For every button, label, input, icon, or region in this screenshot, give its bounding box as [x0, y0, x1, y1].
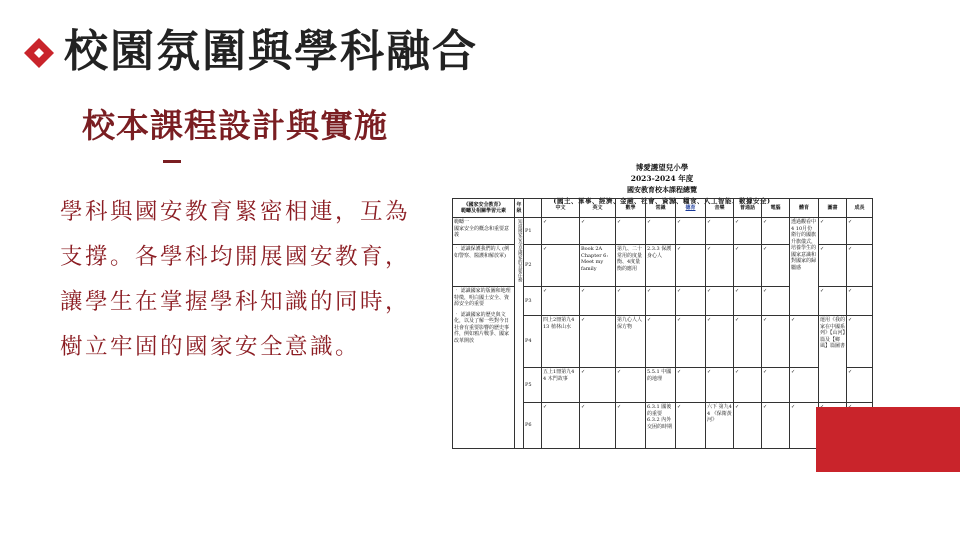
curriculum-table — [452, 198, 873, 449]
col-header: 體育 — [790, 199, 819, 218]
check-cell: ✓ — [762, 287, 790, 316]
check-cell: ✓ — [847, 245, 873, 287]
grade-cell: P2 — [524, 245, 542, 287]
table-row — [453, 218, 873, 245]
check-cell: ✓ — [762, 316, 790, 368]
col-header: 普通話 — [734, 199, 762, 218]
library-note-cell: 運用《我的家在中國系列》【山河】篇及【鄉風】篇圖書 — [819, 316, 847, 403]
check-cell: ✓ — [542, 218, 580, 245]
check-cell: ✓ — [580, 316, 616, 368]
check-cell: ✓ — [706, 245, 734, 287]
element-item: ‧ 認識國家的歷史與文化，以及了解一些對今日社會有重要影響的歷史事件，例如鴉片戰爭、國家改革開放 — [454, 311, 510, 344]
check-cell: ✓ — [646, 287, 676, 316]
grade-cell: P3 — [524, 287, 542, 316]
doc-year: 2023-2024 年度 — [630, 174, 694, 183]
check-cell: ✓ — [706, 287, 734, 316]
check-cell: ✓ — [616, 368, 646, 403]
p4-gs-cell: 第九心人人保方物 — [616, 316, 646, 368]
check-cell: ✓ — [790, 403, 819, 449]
table-header-row — [453, 199, 873, 218]
check-cell: ✓ — [616, 218, 646, 245]
check-cell: ✓ — [580, 218, 616, 245]
check-cell: ✓ — [847, 287, 873, 316]
check-cell: ✓ — [542, 287, 580, 316]
col-header: 數學 — [616, 199, 646, 218]
check-cell: ✓ — [676, 403, 706, 449]
grade-cell: P1 — [524, 218, 542, 245]
grade-cell: P5 — [524, 368, 542, 403]
p6-gs-cell: 6.3.1 國後的重要 6.3.2 內外交困的時期 — [646, 403, 676, 449]
check-cell: ✓ — [646, 316, 676, 368]
col-header: 《國家安全教育》 範疇及相關學習元素 — [453, 199, 515, 218]
doc-areas: (國土、軍事、經濟、金融、社會、資源、糧食、人工智能、數據安全) — [553, 197, 771, 205]
col-header: 成長 — [847, 199, 873, 218]
check-cell: ✓ — [734, 403, 762, 449]
col-header: 英文 — [580, 199, 616, 218]
check-cell: ✓ — [819, 218, 847, 245]
check-cell: ✓ — [762, 403, 790, 449]
col-header: 音樂 — [706, 199, 734, 218]
doc-school-name: 博愛護望兒小學 — [635, 163, 689, 172]
check-cell: ✓ — [734, 218, 762, 245]
curriculum-document-image — [449, 160, 875, 470]
col-header: 圖書 — [819, 199, 847, 218]
check-cell: ✓ — [676, 287, 706, 316]
check-cell: ✓ — [847, 218, 873, 245]
check-cell: ✓ — [790, 316, 819, 368]
p6-music-cell: 六下 第九4 4 《保衛黃河》 — [706, 403, 734, 449]
check-cell: ✓ — [790, 368, 819, 403]
check-cell: ✓ — [819, 287, 847, 316]
col-header: 電腦 — [762, 199, 790, 218]
col-header: 年級 — [515, 199, 524, 218]
check-cell: ✓ — [819, 245, 847, 287]
p5-chinese-cell: 五上1冊第九4 4 木門故事 — [542, 368, 580, 403]
body-paragraph: 學科與國安教育緊密相連，互為支撐。各學科均開展國安教育，讓學生在掌握學科知識的同時，樹立牢固的國家安全意識。 — [60, 199, 411, 360]
col-header: 德育 — [676, 199, 706, 218]
grade-cell: P4 — [524, 316, 542, 368]
check-cell: ✓ — [762, 218, 790, 245]
check-cell: ✓ — [847, 368, 873, 403]
check-cell: ✓ — [734, 316, 762, 368]
doc-title: 國安教育校本課程總覽 — [627, 185, 697, 194]
section-subtitle: 校本課程設計與實施 — [82, 106, 388, 145]
p4-chinese-cell: 四上2冊第九4 13 植林山水 — [542, 316, 580, 368]
check-cell: ✓ — [616, 403, 646, 449]
check-cell: ✓ — [762, 245, 790, 287]
element-cell — [453, 287, 515, 449]
check-cell: ✓ — [676, 218, 706, 245]
check-cell: ✓ — [676, 245, 706, 287]
check-cell: ✓ — [706, 218, 734, 245]
p5-gs-cell: 5.5.1 中國的地理 — [646, 368, 676, 403]
p2-gs-cell: 2.3.3 保護身心人 — [646, 245, 676, 287]
col-header: 中文 — [542, 199, 580, 218]
check-cell: ✓ — [847, 316, 873, 368]
element-cell: ‧ 認識保護我們的人 (例如警察、醫護和解放軍) — [453, 245, 515, 287]
side-label-cell: 知道國家安全是國家的首要任務 — [515, 218, 524, 449]
check-cell: ✓ — [734, 368, 762, 403]
col-header: 常識 — [646, 199, 676, 218]
check-cell: ✓ — [580, 403, 616, 449]
check-cell: ✓ — [762, 368, 790, 403]
check-cell: ✓ — [706, 368, 734, 403]
check-cell: ✓ — [580, 368, 616, 403]
pe-note-cell: 透過觀看中4 10月份衛行的國旗升旗儀式，培養學生的國家意識和對國家的歸屬感 — [790, 218, 819, 316]
grade-cell: P6 — [524, 403, 542, 449]
check-cell: ✓ — [542, 403, 580, 449]
check-cell: ✓ — [734, 245, 762, 287]
element-cell: 範疇一 國家安全的概念和重要意義 — [453, 218, 515, 245]
p2-english-cell: Book 2A Chapter 6: Meet my family — [580, 245, 616, 287]
page-title: 校園氛圍與學科融合 — [64, 26, 478, 77]
check-cell: ✓ — [706, 316, 734, 368]
check-cell: ✓ — [676, 316, 706, 368]
check-cell: ✓ — [734, 287, 762, 316]
check-cell: ✓ — [542, 245, 580, 287]
subtitle-divider — [163, 160, 181, 163]
decorative-red-block — [816, 407, 960, 472]
check-cell: ✓ — [676, 368, 706, 403]
check-cell: ✓ — [616, 287, 646, 316]
p2-math-cell: 第九、二十常用的度量衡、4度量衡的應用 — [616, 245, 646, 287]
check-cell: ✓ — [646, 218, 676, 245]
red-diamond-icon — [22, 36, 56, 70]
check-cell: ✓ — [580, 287, 616, 316]
element-item: ‧ 認識國家的版圖和地理特徵，明白國土安全、資源安全的重要 — [454, 288, 511, 307]
col-header-blank — [524, 199, 542, 218]
